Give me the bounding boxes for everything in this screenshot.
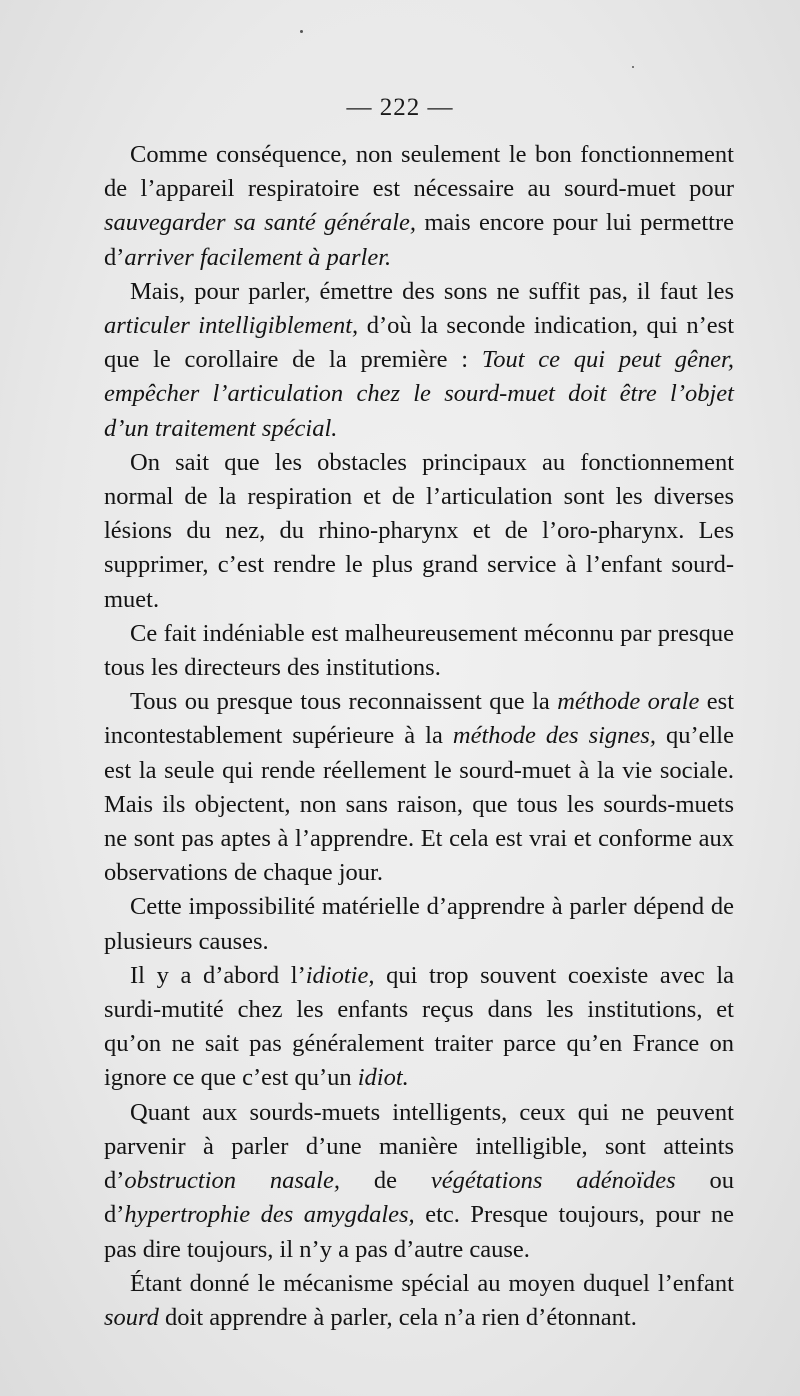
text-run: Ce fait indéniable est malheureusement méconnu par presque tous les directeurs des institutions. [104, 619, 734, 682]
paragraph [104, 1096, 734, 1267]
text-run: Tous ou presque tous reconnaissent que la [130, 688, 558, 716]
text-run: d’où la seconde indication, qui n’est que le corollaire de la première : [104, 312, 734, 374]
text-run: On sait que les obstacles principaux au fonctionnement normal de la respiration et de l’articulation sont les diverses lésions du nez, du rhino-pharynx et de l’oro-pharynx. Les supprimer, c’est rendre le plus grand service à l’enfant sourd-muet. [104, 448, 734, 613]
text-run: ou d’ [104, 1167, 735, 1229]
italic-text: hypertrophie des amygdales, [124, 1201, 415, 1229]
text-run: Étant donné le mécanisme spécial au moyen duquel l’enfant [130, 1269, 734, 1297]
text-run: est incontestablement supérieure à la [104, 688, 735, 750]
italic-text: Tout ce qui peut gêner, empêcher l’articulation chez le sourd-muet doit être l’objet d’un traitement spécial. [104, 346, 734, 442]
italic-text: sauvegarder sa santé générale, [104, 209, 416, 237]
paragraph [104, 959, 734, 1096]
text-run: Quant aux sourds-muets intelligents, ceux qui ne peuvent parvenir à parler d’une manière intelligible, sont atteints d’ [104, 1098, 734, 1195]
italic-text: idiot. [357, 1064, 409, 1092]
text-run: Comme conséquence, non seulement le bon fonctionnement de l’appareil respiratoire est nécessaire au sourd-muet pour [104, 141, 734, 203]
text-run: etc. Presque toujours, pour ne pas dire toujours, il n’y a pas d’autre cause. [104, 1201, 735, 1263]
ink-speck [632, 66, 634, 68]
italic-text: méthode des signes, [452, 722, 656, 750]
body-text [104, 138, 734, 1335]
paragraph [104, 446, 734, 617]
text-run: qui trop souvent coexiste avec la surdi-mutité chez les enfants reçus dans les institutions, et qu’on ne sait pas généralement traiter parce qu’en France on ignore ce que c’est qu’un [104, 961, 734, 1092]
italic-text: végétations adénoïdes [430, 1167, 676, 1195]
italic-text: obstruction nasale, [124, 1167, 340, 1195]
italic-text: arriver facilement à parler. [124, 243, 392, 271]
page-number: — 222 — [346, 94, 454, 121]
paragraph [104, 275, 734, 446]
text-run: Mais, pour parler, émettre des sons ne suffit pas, il faut les [130, 277, 734, 305]
text-run: de [340, 1167, 431, 1195]
paragraph [104, 1267, 734, 1335]
paragraph [104, 617, 734, 685]
text-run: doit apprendre à parler, cela n’a rien d’étonnant. [158, 1303, 637, 1331]
text-run: Cette impossibilité matérielle d’apprendre à parler dépend de plusieurs causes. [104, 893, 734, 955]
text-run: mais encore pour lui permettre d’ [104, 209, 735, 271]
italic-text: méthode orale [557, 688, 700, 716]
paragraph [104, 685, 734, 890]
paragraph [104, 138, 734, 275]
paragraph [104, 890, 734, 958]
text-run: Il y a d’abord l’ [130, 961, 306, 989]
ink-speck [300, 30, 303, 33]
italic-text: articuler intelligiblement, [104, 312, 359, 340]
italic-text: sourd [104, 1303, 159, 1331]
text-run: qu’elle est la seule qui rende réellement le sourd-muet à la vie sociale. Mais ils objectent, non sans raison, que tous les sourds-muets ne sont pas aptes à l’apprendre. Et cela est vrai et conforme aux observations de chaque jour. [104, 722, 734, 887]
italic-text: idiotie, [305, 961, 375, 989]
